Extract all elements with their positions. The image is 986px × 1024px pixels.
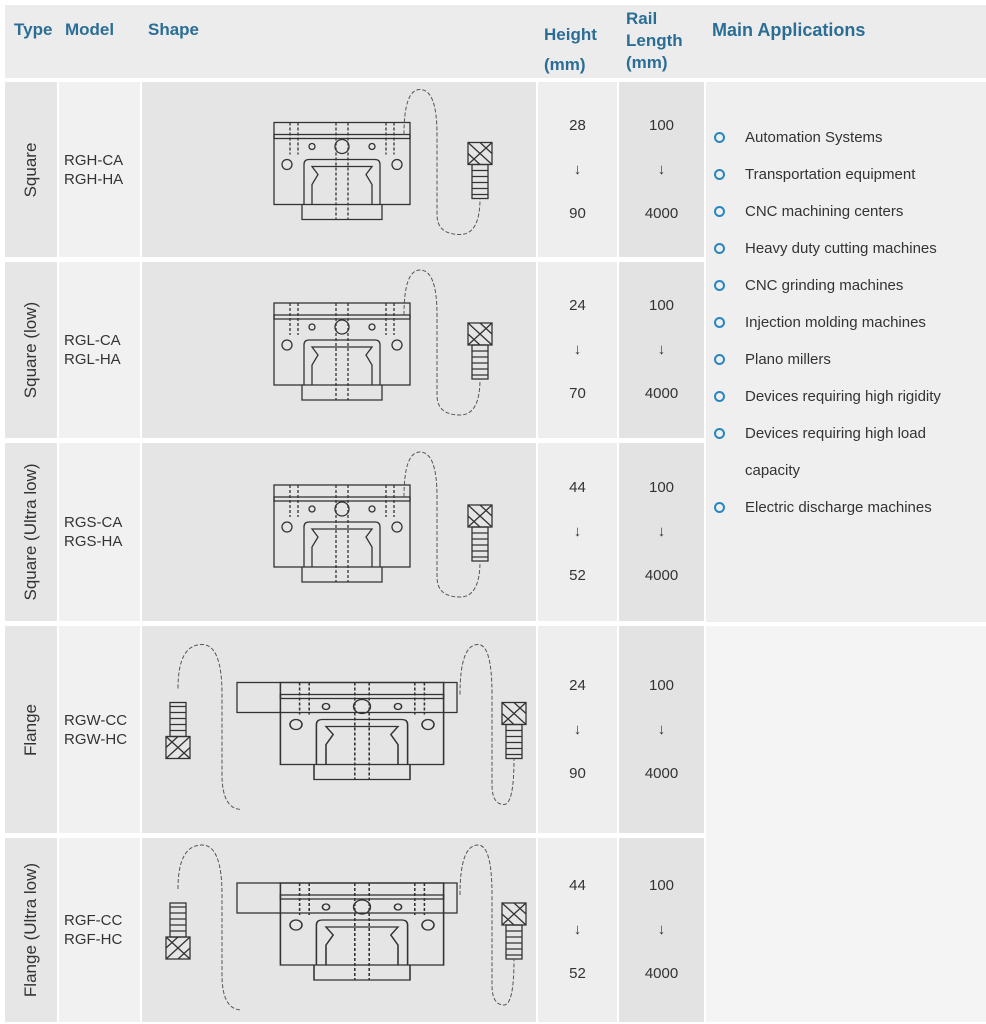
bullet-circle-icon [714,206,725,217]
model-name: RGF-HC [64,931,123,948]
height-value: 70 [569,385,586,402]
application-item: Transportation equipment [714,156,980,193]
arrow-down-icon: ↓ [657,341,666,358]
bullet-circle-icon [714,169,725,180]
header-type: Type [14,20,53,39]
rail-length-cell [619,626,704,833]
type-cell [5,838,57,1022]
height-value: 44 [569,877,586,894]
model-name: RGF-CC [64,912,123,929]
type-cell [5,626,57,833]
height-cell [538,262,617,438]
shape-cell [142,626,536,833]
model-name: RGW-HC [64,730,128,748]
height-value: 24 [569,676,586,694]
rail-length-cell [619,443,704,621]
rail-length-cell [619,82,704,257]
model-name: RGL-HA [64,351,121,368]
type-cell [5,443,57,621]
application-item: CNC grinding machines [714,267,980,304]
model-cell [59,443,140,621]
arrow-down-icon: ↓ [573,720,582,738]
rail-length-value: 4000 [644,385,679,402]
height-value: 44 [569,479,586,496]
application-item: Devices requiring high load capacity [714,415,980,489]
table-header [5,5,986,78]
square-block-icon [142,262,536,438]
application-item: Electric discharge machines [714,489,980,526]
type-label: Flange (Ultra low) [21,862,40,998]
rail-length-value: 100 [648,297,675,314]
model-name: RGS-HA [64,533,123,550]
rail-length-value: 100 [648,676,675,694]
model-cell [59,82,140,257]
type-cell [5,262,57,438]
header-rail-length: Rail Length (mm) [626,9,683,72]
model-name: RGH-HA [64,170,124,188]
application-item: CNC machining centers [714,193,980,230]
bullet-circle-icon [714,280,725,291]
header-height: Height (mm) [544,25,597,74]
application-item: Injection molding machines [714,304,980,341]
arrow-down-icon: ↓ [657,160,666,178]
header-model: Model [65,20,115,39]
type-cell [5,82,57,257]
rail-length-cell [619,262,704,438]
arrow-down-icon: ↓ [573,523,582,540]
rail-length-value: 100 [648,116,675,134]
height-value: 24 [569,297,586,314]
bullet-circle-icon [714,502,725,513]
rail-length-value: 4000 [644,204,679,222]
height-cell [538,82,617,257]
height-cell [538,838,617,1022]
application-item: Devices requiring high rigidity [714,378,980,415]
arrow-down-icon: ↓ [657,523,666,540]
model-cell [59,626,140,833]
model-name: RGL-CA [64,332,121,349]
application-item: Automation Systems [714,119,980,156]
shape-cell [142,82,536,257]
height-value: 52 [569,965,586,982]
type-label: Square (Ultra low) [21,463,40,601]
arrow-down-icon: ↓ [573,160,582,178]
header-shape: Shape [148,20,200,39]
flange-block-icon [142,838,536,1022]
bullet-circle-icon [714,391,725,402]
rail-length-value: 4000 [644,965,679,982]
height-cell [538,443,617,621]
bullet-circle-icon [714,243,725,254]
height-value: 28 [569,116,586,134]
arrow-down-icon: ↓ [657,921,666,938]
model-name: RGW-CC [64,711,128,729]
application-item: Heavy duty cutting machines [714,230,980,267]
shape-cell [142,443,536,621]
shape-cell [142,838,536,1022]
arrow-down-icon: ↓ [573,921,582,938]
bullet-circle-icon [714,354,725,365]
applications-empty [706,626,986,1022]
model-cell [59,262,140,438]
applications-list [706,82,986,622]
height-cell [538,626,617,833]
height-value: 90 [569,204,586,222]
arrow-down-icon: ↓ [573,341,582,358]
bullet-circle-icon [714,317,725,328]
model-name: RGH-CA [64,151,124,169]
type-label: Flange [21,703,40,756]
model-name: RGS-CA [64,514,123,531]
rail-length-value: 100 [648,479,675,496]
type-label: Square (low) [21,301,40,399]
rail-length-cell [619,838,704,1022]
square-block-icon [142,443,536,621]
bullet-circle-icon [714,428,725,439]
square-block-icon [142,82,536,257]
flange-block-icon [142,626,536,833]
type-label: Square [21,142,40,197]
arrow-down-icon: ↓ [657,720,666,738]
rail-length-value: 100 [648,877,675,894]
rail-length-value: 4000 [644,567,679,584]
application-item: Plano millers [714,341,980,378]
height-value: 52 [569,567,586,584]
header-applications: Main Applications [712,20,866,40]
rail-length-value: 4000 [644,764,679,782]
model-cell [59,838,140,1022]
height-value: 90 [569,764,586,782]
bullet-circle-icon [714,132,725,143]
shape-cell [142,262,536,438]
